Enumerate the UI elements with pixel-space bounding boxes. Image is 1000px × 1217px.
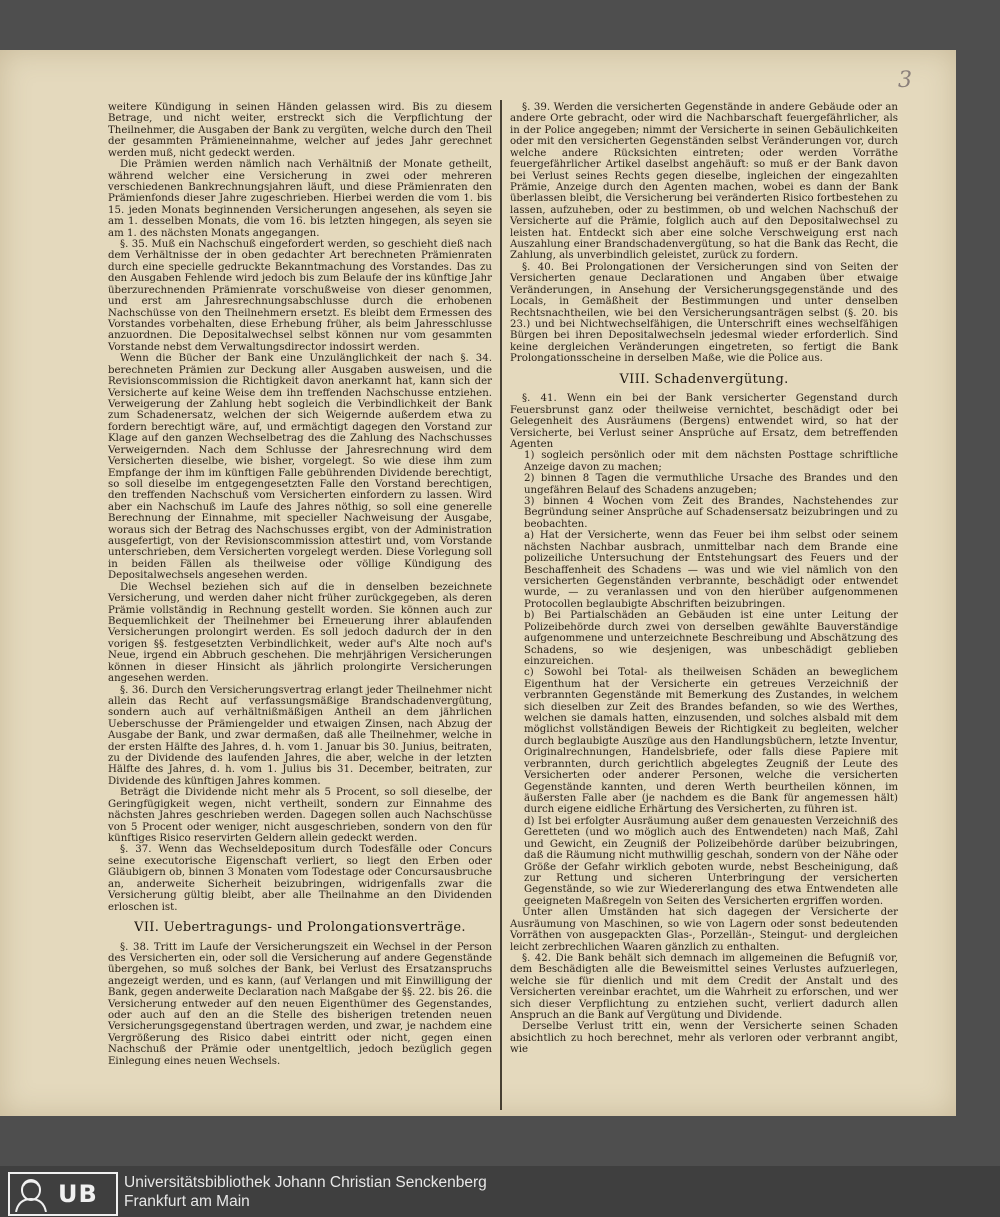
- paragraph: d) Ist bei erfolgter Ausräumung außer dem genauesten Verzeichniß des Geretteten (und wo möglich auch des Entwendeten) nach Maß, Zahl und Gewicht, ein Zeugniß der Polizeibehörde darüber beizubringen, daß die Räumung nicht muthwillig geschah, sondern von der Nähe oder Größe der Gefahr wirklich geboten wurde, nebst Bescheinigung, daß zur Rettung und sicheren Unterbringung der versicherten Gegenstände, so wie zur Wiedererlangung des etwa Entwendeten alle geeigneten Maßregeln von Seiten des Versicherten ergriffen worden.: [524, 815, 898, 907]
- section-heading-vii: VII. Uebertragungs- und Prolongationsverträge.: [134, 919, 466, 935]
- paragraph: §. 35. Muß ein Nachschuß eingefordert werden, so geschieht dieß nach dem Verhältnisse der in oben gedachter Art berechneten Prämienraten durch eine specielle gedruckte Bekanntmachung des Vorstandes. Das zu den Ausgaben Fehlende wird jedoch bis zum Belaufe der ins künftige Jahr überzurechnenden Prämienrate vorschußweise von dieser genommen, und erst am Jahresrechnungsabschlusse durch die erhobenen Nachschüsse von den Theilnehmern ersetzt. Es bleibt dem Ermessen des Vorstandes vorbehalten, diese Erhebung früher, als beim Jahresschlusse anzuordnen. Die Depositalwechsel selbst können nur vom gesammten Vorstande nebst dem Verwaltungsdirector indossirt werden.: [108, 239, 492, 353]
- paragraph: Die Wechsel beziehen sich auf die in denselben bezeichnete Versicherung, und werden daher nicht früher zurückgegeben, als deren Prämie vollständig in Rechnung gestellt worden. Sie können auch zur Bequemlichkeit der Theilnehmer bei Erneuerung ihrer ablaufenden Versicherungen prolongirt werden. Es soll jedoch dadurch der in den vorigen §§. festgesetzten Verbindlichkeit, weder auf's Alte noch auf's Neue, irgend ein Abbruch geschehen. Die mehrjährigen Versicherungen können in dieser Hinsicht als jährlich prolongirte Versicherungen angesehen werden.: [108, 581, 492, 685]
- paragraph: §. 41. Wenn ein bei der Bank versicherter Gegenstand durch Feuersbrunst ganz oder theilweise vernichtet, beschädigt oder bei Gelegenheit des Ausräumens (Bergens) entwendet wird, so hat der Versicherte, bei Verlust seiner Ansprüche auf Ersatz, dem betreffenden Agenten: [510, 393, 898, 450]
- left-paragraphs-after: [108, 942, 492, 1068]
- document-page: [0, 50, 956, 1116]
- section-heading-viii: VIII. Schadenvergütung.: [619, 371, 789, 387]
- paragraph: 1) sogleich persönlich oder mit dem nächsten Posttage schriftliche Anzeige davon zu machen;: [524, 450, 898, 473]
- paragraph: §. 39. Werden die versicherten Gegenstände in andere Gebäude oder an andere Orte gebracht, oder wird die Nachbarschaft feuergefährlicher, als in der Police angegeben; nimmt der Versicherte in seinen Gebäulichkeiten oder mit den versicherten Gegenständen selbst Veränderungen vor, durch welche andere Rücksichten eintreten; oder werden Vorräthe feuergefährlicher Artikel daselbst angehäuft: so muß er der Bank davon bei Verlust seines Rechts gegen dieselbe, ingleichen der eingezahlten Prämie, Anzeige durch den Agenten machen, wobei es dann der Bank überlassen bleibt, die Versicherung bei veränderten Risico fortbestehen zu lassen, aufzuheben, oder zu bestimmen, ob und welchen Nachschuß der Versicherte auf die Prämie, folglich auch auf den Depositalwechsel zu leisten hat. Entdeckt sich aber eine solche Verschweigung erst nach Auszahlung einer Brandschadenvergütung, so hat die Bank das Recht, die Zahlung, als unverbindlich geleistet, zurück zu fordern.: [510, 102, 898, 262]
- paragraph: c) Sowohl bei Total- als theilweisen Schäden an beweglichem Eigenthum hat der Versicherte ein getreues Verzeichniß der verbrannten Gegenstände mit Bemerkung des Zustandes, in welchem sich dieselben zur Zeit des Brandes befanden, so wie des Werthes, welchen sie damals hatten, einzusenden, und solches alsbald mit dem möglichst vollständigen Beweis der Richtigkeit zu begleiten, welcher durch beglaubigte Auszüge aus den Handlungsbüchern, letzte Inventur, Originalrechnungen, Handelsbriefe, oder falls diese Papiere mit verbrannten, durch gerichtlich abgelegtes Zeugniß der Leute des Versicherten oder anderer Personen, welche die versicherten Gegenstände kannten, und deren Werth beurtheilen können, im äußersten Falle aber (je nachdem es die Bank für angemessen hält) durch eigene eidliche Erhärtung des Versicherten, zu führen ist.: [524, 667, 898, 816]
- paragraph: a) Hat der Versicherte, wenn das Feuer bei ihm selbst oder seinem nächsten Nachbar ausbrach, unmittelbar nach dem Brande eine polizeiliche Untersuchung der Entstehungsart des Feuers und der Beschaffenheit des Schadens — was und wie viel nämlich von den versicherten Gegenständen verbrannte, beschädigt oder entwendet wurde, — zu veranlassen und von den hierüber aufgenommenen Protocollen beglaubigte Abschriften beizubringen.: [524, 530, 898, 610]
- paragraph: §. 38. Tritt im Laufe der Versicherungszeit ein Wechsel in der Person des Versicherten ein, oder soll die Versicherung auf andere Gegenstände übergehen, so muß solches der Bank, bei Verlust des Ersatzanspruchs angezeigt werden, und es kann, (auf Verlangen und mit Einwilligung der Bank, gegen anderweite Declaration nach Maßgabe der §§. 22. bis 26. die Versicherung entweder auf den neuen Eigenthümer des Gegenstandes, oder auch auf den an die Stelle des bisherigen tretenden neuen Versicherungsgegenstand übertragen werden, und zwar, je nachdem eine Vergrößerung des Risico dabei eintritt oder nicht, gegen einen Nachschuß der Prämie oder unentgeltlich, jedoch bezüglich gegen Einlegung eines neuen Wechsels.: [108, 941, 492, 1067]
- page-number: 3: [898, 68, 912, 93]
- paragraph: 3) binnen 4 Wochen vom Zeit des Brandes, Nachstehendes zur Begründung seiner Ansprüche auf Schadensersatz beizubringen und zu beobachten.: [524, 496, 898, 530]
- paragraph: b) Bei Partialschäden an Gebäuden ist eine unter Leitung der Polizeibehörde durch zwei von derselben gewählte Bauverständige aufgenommene und unterzeichnete Beschreibung und Abschätzung des Schadens, so wie desjenigen, was unbeschädigt geblieben einzureichen.: [524, 610, 898, 667]
- library-name-line1: Universitätsbibliothek Johann Christian Senckenberg: [124, 1174, 487, 1191]
- ub-logo-text: UB: [58, 1180, 98, 1208]
- library-name[interactable]: [124, 1173, 487, 1211]
- right-paragraphs: [510, 102, 898, 365]
- paragraph: Unter allen Umständen hat sich dagegen der Versicherte der Ausräumung von Maschinen, so wie von Lagern oder sonst bedeutenden Vorräthen von ausgepackten Glas-, Porzellän-, Steingut- und dergleichen leicht zerbrechlichen Waaren gänzlich zu enthalten.: [510, 907, 898, 953]
- column-divider: [500, 100, 502, 1110]
- library-name-line2: Frankfurt am Main: [124, 1193, 250, 1210]
- paragraph: Derselbe Verlust tritt ein, wenn der Versicherte seinen Schaden absichtlich zu hoch berechnet, mehr als verloren oder verbrannt angibt, wie: [510, 1021, 898, 1056]
- senckenberg-portrait-icon: [10, 1176, 52, 1212]
- paragraph: Beträgt die Dividende nicht mehr als 5 Procent, so soll dieselbe, der Geringfügigkeit wegen, nicht vertheilt, sondern zur Einnahme des nächsten Jahres geschrieben werden. Dagegen sollen auch Nachschüsse von 5 Procent oder weniger, nicht ausgeschrieben, sondern von den für künftiges Risico reservirten Geldern allein gedeckt werden.: [108, 787, 492, 844]
- paragraph: §. 40. Bei Prolongationen der Versicherungen sind von Seiten der Versicherten genaue Declarationen und Angaben über etwaige Veränderungen, in Ansehung der Versicherungsgegenstände und des Locals, in Gemäßheit der Bestimmungen und unter denselben Rechtsnachtheilen, wie bei den Versicherungsanträgen selbst (§. 20. bis 23.) und bei Nichtwechselfähigen, die Unterschrift eines wechselfähigen Bürgen bei ihren Depositalwechseln jedesmal wieder erforderlich. Sind keine dergleichen Veränderungen eingetreten, so fertigt die Bank Prolongationsscheine in derselben Maße, wie die Police aus.: [510, 261, 898, 365]
- paragraph: Wenn die Bücher der Bank eine Unzulänglichkeit der nach §. 34. berechneten Prämien zur Deckung aller Ausgaben ausweisen, und die Revisionscommission die Richtigkeit davon anerkannt hat, kann sich der Versicherte auf keine Weise dem ihn treffenden Nachschusse entziehen. Verweigerung der Zahlung hebt sogleich die Verbindlichkeit der Bank zum Schadenersatz, welchen der sich Weigernde außerdem etwa zu fordern berechtigt wäre, auf, und ermächtigt dagegen den Vorstand zur Klage auf den ganzen Wechselbetrag des die Zahlung des Nachschusses Verweigernden. Nach dem Schlusse der Jahresrechnung wird dem Versicherten dieselbe, wie bisher, vorgelegt. So wie diese ihm zum Empfange der ihm im künftigen Falle gebührenden Dividende berechtigt, so soll dieselbe im entgegengesetzten Falle den Vorstand berechtigen, den treffenden Nachschuß vom Versicherten einfordern zu lassen. Wird aber ein Nachschuß im Laufe des Jahres nöthig, so soll eine generelle Berechnung der Einnahme, mit specieller Nachweisung der Ausgabe, woraus sich der Betrag des Nachschusses ergibt, von der Administration ausgefertigt, von der Revisionscommission attestirt und, vom Vorstande unterschrieben, dem Versicherten vorgelegt werden. Diese Vorlegung soll in beiden Fällen als theilweise oder völlige Kündigung des Depositalwechsels angesehen werden.: [108, 353, 492, 582]
- ub-logo[interactable]: [8, 1172, 118, 1216]
- right-paragraphs-after: [510, 393, 898, 1055]
- paragraph: weitere Kündigung in seinen Händen gelassen wird. Bis zu diesem Betrage, und nicht weiter, erstreckt sich die Verpflichtung der Theilnehmer, die Ausgaben der Bank zu vergüten, welche durch den Theil der gesammten Prämieneinnahme, welcher auf jedes Jahr gerechnet werden muß, nicht gedeckt werden.: [108, 102, 492, 159]
- left-paragraphs: [108, 102, 492, 913]
- paragraph: §. 42. Die Bank behält sich demnach im allgemeinen die Befugniß vor, dem Beschädigten alle die Beweismittel seines Verlustes aufzuerlegen, welche sie für dienlich und mit dem Credit der Anstalt und des Versicherten vereinbar erachtet, um die Wahrheit zu erforschen, und wer sich dieser Verpflichtung zu entziehen sucht, verliert dadurch allen Anspruch an die Bank auf Vergütung und Dividende.: [510, 952, 898, 1022]
- library-footer: [0, 1166, 1000, 1217]
- paragraph: 2) binnen 8 Tagen die vermuthliche Ursache des Brandes und den ungefähren Belauf des Schadens anzugeben;: [524, 473, 898, 496]
- right-column: [510, 102, 898, 1056]
- left-column: [108, 102, 492, 1067]
- paragraph: §. 37. Wenn das Wechseldepositum durch Todesfälle oder Concurs seine executorische Eigenschaft verliert, so liegt den Erben oder Gläubigern ob, binnen 3 Monaten vom Todestage oder Concursausbruche an, anderweite Sicherheit beizubringen, widrigenfalls zwar die Versicherung gültig bleibt, aber alle Theilnahme an den Dividenden erloschen ist.: [108, 844, 492, 913]
- paragraph: Die Prämien werden nämlich nach Verhältniß der Monate getheilt, während welcher eine Versicherung in zwei oder mehreren verschiedenen Bankrechnungsjahren läuft, und diese Prämienraten den Prämienfonds dieser Jahre zugeschrieben. Hierbei werden die vom 1. bis 15. jeden Monats beginnenden Versicherungen angesehen, als seyen sie am 1. desselben Monats, die vom 16. bis letzten hingegen, als seyen sie am 1. des nächsten Monats angegangen.: [108, 159, 492, 239]
- paragraph: §. 36. Durch den Versicherungsvertrag erlangt jeder Theilnehmer nicht allein das Recht auf verfassungsmäßige Brandschadenvergütung, sondern auch auf verhältnißmäßigen Antheil an dem jährlichen Ueberschusse der Prämiengelder und etwaigen Zinsen, nach Abzug der Ausgabe der Bank, und zwar dermaßen, daß alle Theilnehmer, welche in der ersten Hälfte des Jahres, d. h. vom 1. Januar bis 30. Junius, beitraten, zu der Dividende des laufenden Jahres, die aber, welche in der letzten Hälfte des Jahres, d. h. vom 1. Julius bis 31. December, beitraten, zur Dividende des künftigen Jahres kommen.: [108, 684, 492, 787]
